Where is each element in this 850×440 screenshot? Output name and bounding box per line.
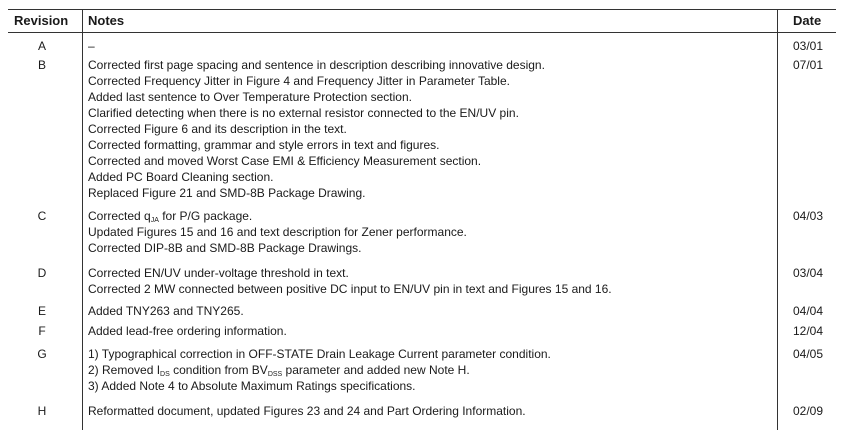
note-line: – [88,39,95,53]
note-line: 1) Typographical correction in OFF-STATE Drain Leakage Current parameter condition. [88,347,551,361]
notes-header: Notes [88,13,125,28]
date-cell: 07/01 [792,58,824,72]
note-line: Corrected $q_{JA}$ for P/G package. [88,209,253,224]
revision-cell: G [37,347,47,361]
revision-cell: D [37,266,47,280]
note-line: Corrected DIP-8B and SMD-8B Package Drawings. [88,241,362,255]
note-line: Corrected first page spacing and sentence in description describing innovative design. [88,58,545,72]
date-cell: 04/03 [792,209,824,223]
date-header: Date [793,13,822,28]
date-cell: 03/04 [792,266,824,280]
date-cell: 02/09 [792,404,824,418]
note-line: 2) Removed $I_{DS}$ condition from $BV_{DSS}$ parameter and added new Note H. [88,363,470,378]
note-line: Added last sentence to Over Temperature Protection section. [88,90,412,104]
notes-cell [88,303,778,319]
note-line: Corrected EN/UV under-voltage threshold in text. [88,266,349,280]
revision-cell: H [37,404,47,418]
note-line: Corrected 2 MW connected between positive DC input to EN/UV pin in text and Figures 15 and 16. [88,282,612,296]
note-line: Reformatted document, updated Figures 23 and 24 and Part Ordering Information. [88,404,526,418]
note-line: Corrected and moved Worst Case EMI & Efficiency Measurement section. [88,154,482,168]
note-line: Added lead-free ordering information. [88,324,287,338]
revision-cell: E [37,304,46,318]
revision-cell: A [37,39,46,53]
table-header [8,9,836,33]
note-line: Replaced Figure 21 and SMD-8B Package Drawing. [88,186,366,200]
notes-cell [88,208,778,256]
notes-cell [88,346,778,394]
note-line: Corrected Frequency Jitter in Figure 4 and Frequency Jitter in Parameter Table. [88,74,510,88]
notes-cell [88,57,778,201]
note-line: Clarified detecting when there is no external resistor connected to the EN/UV pin. [88,106,519,120]
notes-cell [88,265,778,297]
note-line: Corrected formatting, grammar and style errors in text and figures. [88,138,440,152]
date-cell: 04/04 [792,304,824,318]
notes-cell [88,38,778,54]
note-line: Added PC Board Cleaning section. [88,170,274,184]
note-line: 3) Added Note 4 to Absolute Maximum Ratings specifications. [88,379,416,393]
note-line: Added TNY263 and TNY265. [88,304,244,318]
revision-header: Revision [14,13,69,28]
date-cell: 12/04 [792,324,824,338]
date-cell: 03/01 [792,39,824,53]
revision-cell: C [37,209,47,223]
note-line: Updated Figures 15 and 16 and text description for Zener performance. [88,225,467,239]
notes-cell [88,403,778,419]
revision-cell: F [38,324,46,338]
date-cell: 04/05 [792,347,824,361]
notes-cell [88,323,778,339]
note-line: Corrected Figure 6 and its description in the text. [88,122,347,136]
revision-cell: B [37,58,46,72]
